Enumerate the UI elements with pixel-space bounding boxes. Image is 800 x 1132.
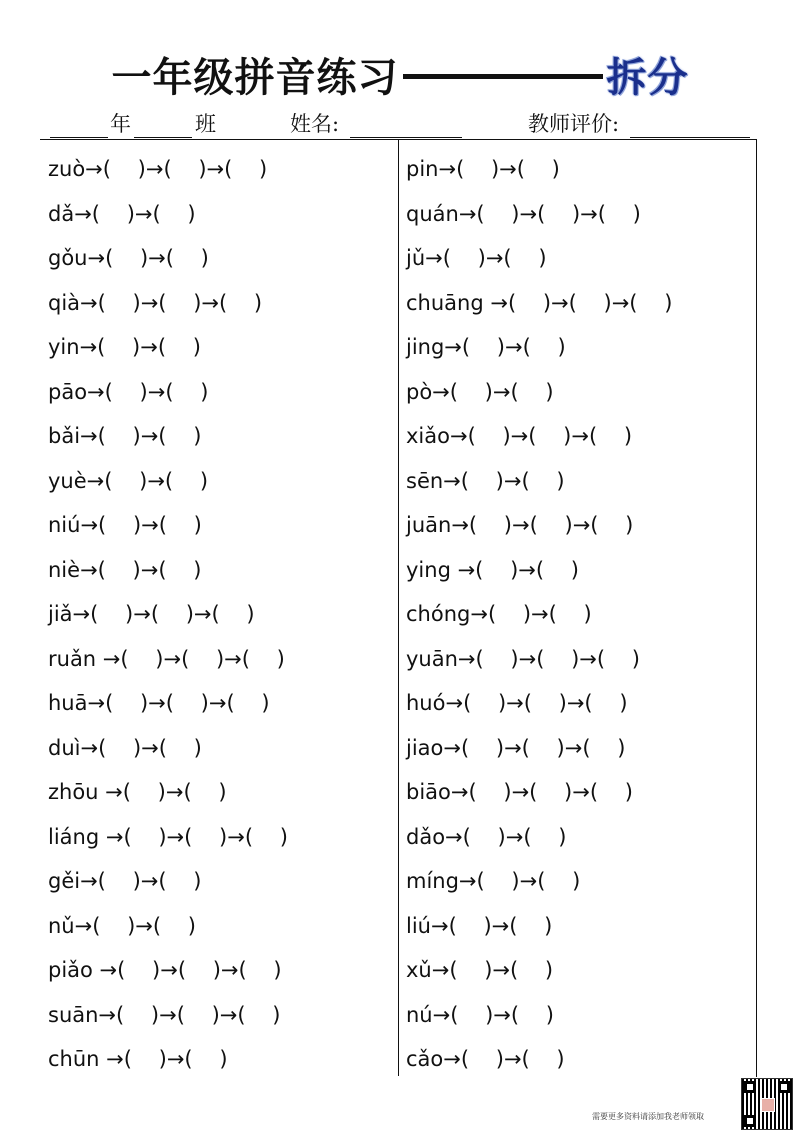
exercise-item: ying →( )→( ) — [406, 557, 579, 582]
exercise-item: yuè→( )→( ) — [48, 468, 209, 493]
exercise-item: yuān→( )→( )→( ) — [406, 646, 640, 671]
exercise-item: dǎo→( )→( ) — [406, 824, 567, 849]
exercise-item: chuāng →( )→( )→( ) — [406, 290, 673, 315]
name-blank[interactable] — [350, 137, 462, 138]
name-label: 姓名: — [290, 112, 340, 136]
exercise-item: niè→( )→( ) — [48, 557, 202, 582]
qr-code-icon — [741, 1078, 793, 1130]
exercise-item: niú→( )→( ) — [48, 513, 202, 537]
grade-label: 年 — [110, 112, 131, 136]
exercise-item: cǎo→( )→( ) — [406, 1047, 565, 1071]
teacher-eval-blank[interactable] — [630, 137, 750, 138]
exercise-item: suān→( )→( )→( ) — [48, 1002, 281, 1027]
exercise-item: pin→( )→( ) — [406, 157, 560, 181]
exercise-item: biāo→( )→( )→( ) — [406, 780, 633, 804]
qr-corner — [744, 1081, 756, 1093]
right-exercise-column — [406, 147, 672, 1082]
exercise-item: gěi→( )→( ) — [48, 869, 202, 893]
exercise-item: yin→( )→( ) — [48, 335, 201, 359]
exercise-item: juān→( )→( )→( ) — [406, 513, 634, 537]
exercise-item: liú→( )→( ) — [406, 913, 553, 938]
exercise-item: jǔ→( )→( ) — [406, 246, 547, 270]
exercise-item: nú→( )→( ) — [406, 1002, 554, 1027]
exercise-item: bǎi→( )→( ) — [48, 424, 202, 448]
exercise-item: liáng →( )→( )→( ) — [48, 824, 288, 849]
exercise-item: pò→( )→( ) — [406, 379, 554, 404]
exercise-item: sēn→( )→( ) — [406, 468, 565, 493]
exercise-item: zuò→( )→( )→( ) — [48, 157, 268, 181]
title-sub: 拆分 — [606, 53, 689, 101]
exercise-item: zhōu →( )→( ) — [48, 780, 227, 804]
exercise-item: duì→( )→( ) — [48, 735, 202, 760]
grade-blank[interactable] — [50, 137, 108, 138]
exercise-item: pāo→( )→( ) — [48, 379, 209, 404]
qr-avatar — [761, 1098, 775, 1112]
exercise-item: huā→( )→( )→( ) — [48, 691, 270, 715]
exercise-item: jiao→( )→( )→( ) — [406, 735, 626, 760]
class-label: 班 — [195, 112, 216, 136]
teacher-eval-label: 教师评价: — [528, 112, 620, 136]
exercise-item: dǎ→( )→( ) — [48, 201, 196, 226]
column-divider — [398, 140, 399, 1076]
exercise-item: nǔ→( )→( ) — [48, 913, 196, 938]
title-dash-2 — [503, 74, 603, 79]
title-dash — [403, 74, 503, 79]
exercise-item: qià→( )→( )→( ) — [48, 290, 263, 315]
footer-note: 需要更多资料请添加我老师领取 — [592, 1112, 704, 1121]
exercise-item: piǎo →( )→( )→( ) — [48, 958, 282, 982]
exercise-item: huó→( )→( )→( ) — [406, 691, 628, 715]
class-blank[interactable] — [134, 137, 192, 138]
exercise-item: jiǎ→( )→( )→( ) — [48, 602, 255, 626]
exercise-item: xiǎo→( )→( )→( ) — [406, 424, 633, 448]
exercise-item: chóng→( )→( ) — [406, 602, 592, 626]
exercise-item: xǔ→( )→( ) — [406, 958, 554, 982]
exercise-item: ruǎn →( )→( )→( ) — [48, 646, 285, 671]
student-info-row — [50, 110, 750, 140]
exercise-item: gǒu→( )→( ) — [48, 246, 209, 270]
title-main: 一年级拼音练习 — [111, 53, 399, 101]
exercise-item: míng→( )→( ) — [406, 869, 581, 893]
exercise-item: chūn →( )→( ) — [48, 1047, 228, 1071]
qr-corner — [778, 1081, 790, 1093]
exercise-item: quán→( )→( )→( ) — [406, 201, 641, 226]
exercise-item: jing→( )→( ) — [406, 335, 566, 359]
page-title — [0, 42, 800, 106]
qr-corner — [744, 1115, 756, 1127]
left-exercise-column — [48, 147, 288, 1082]
